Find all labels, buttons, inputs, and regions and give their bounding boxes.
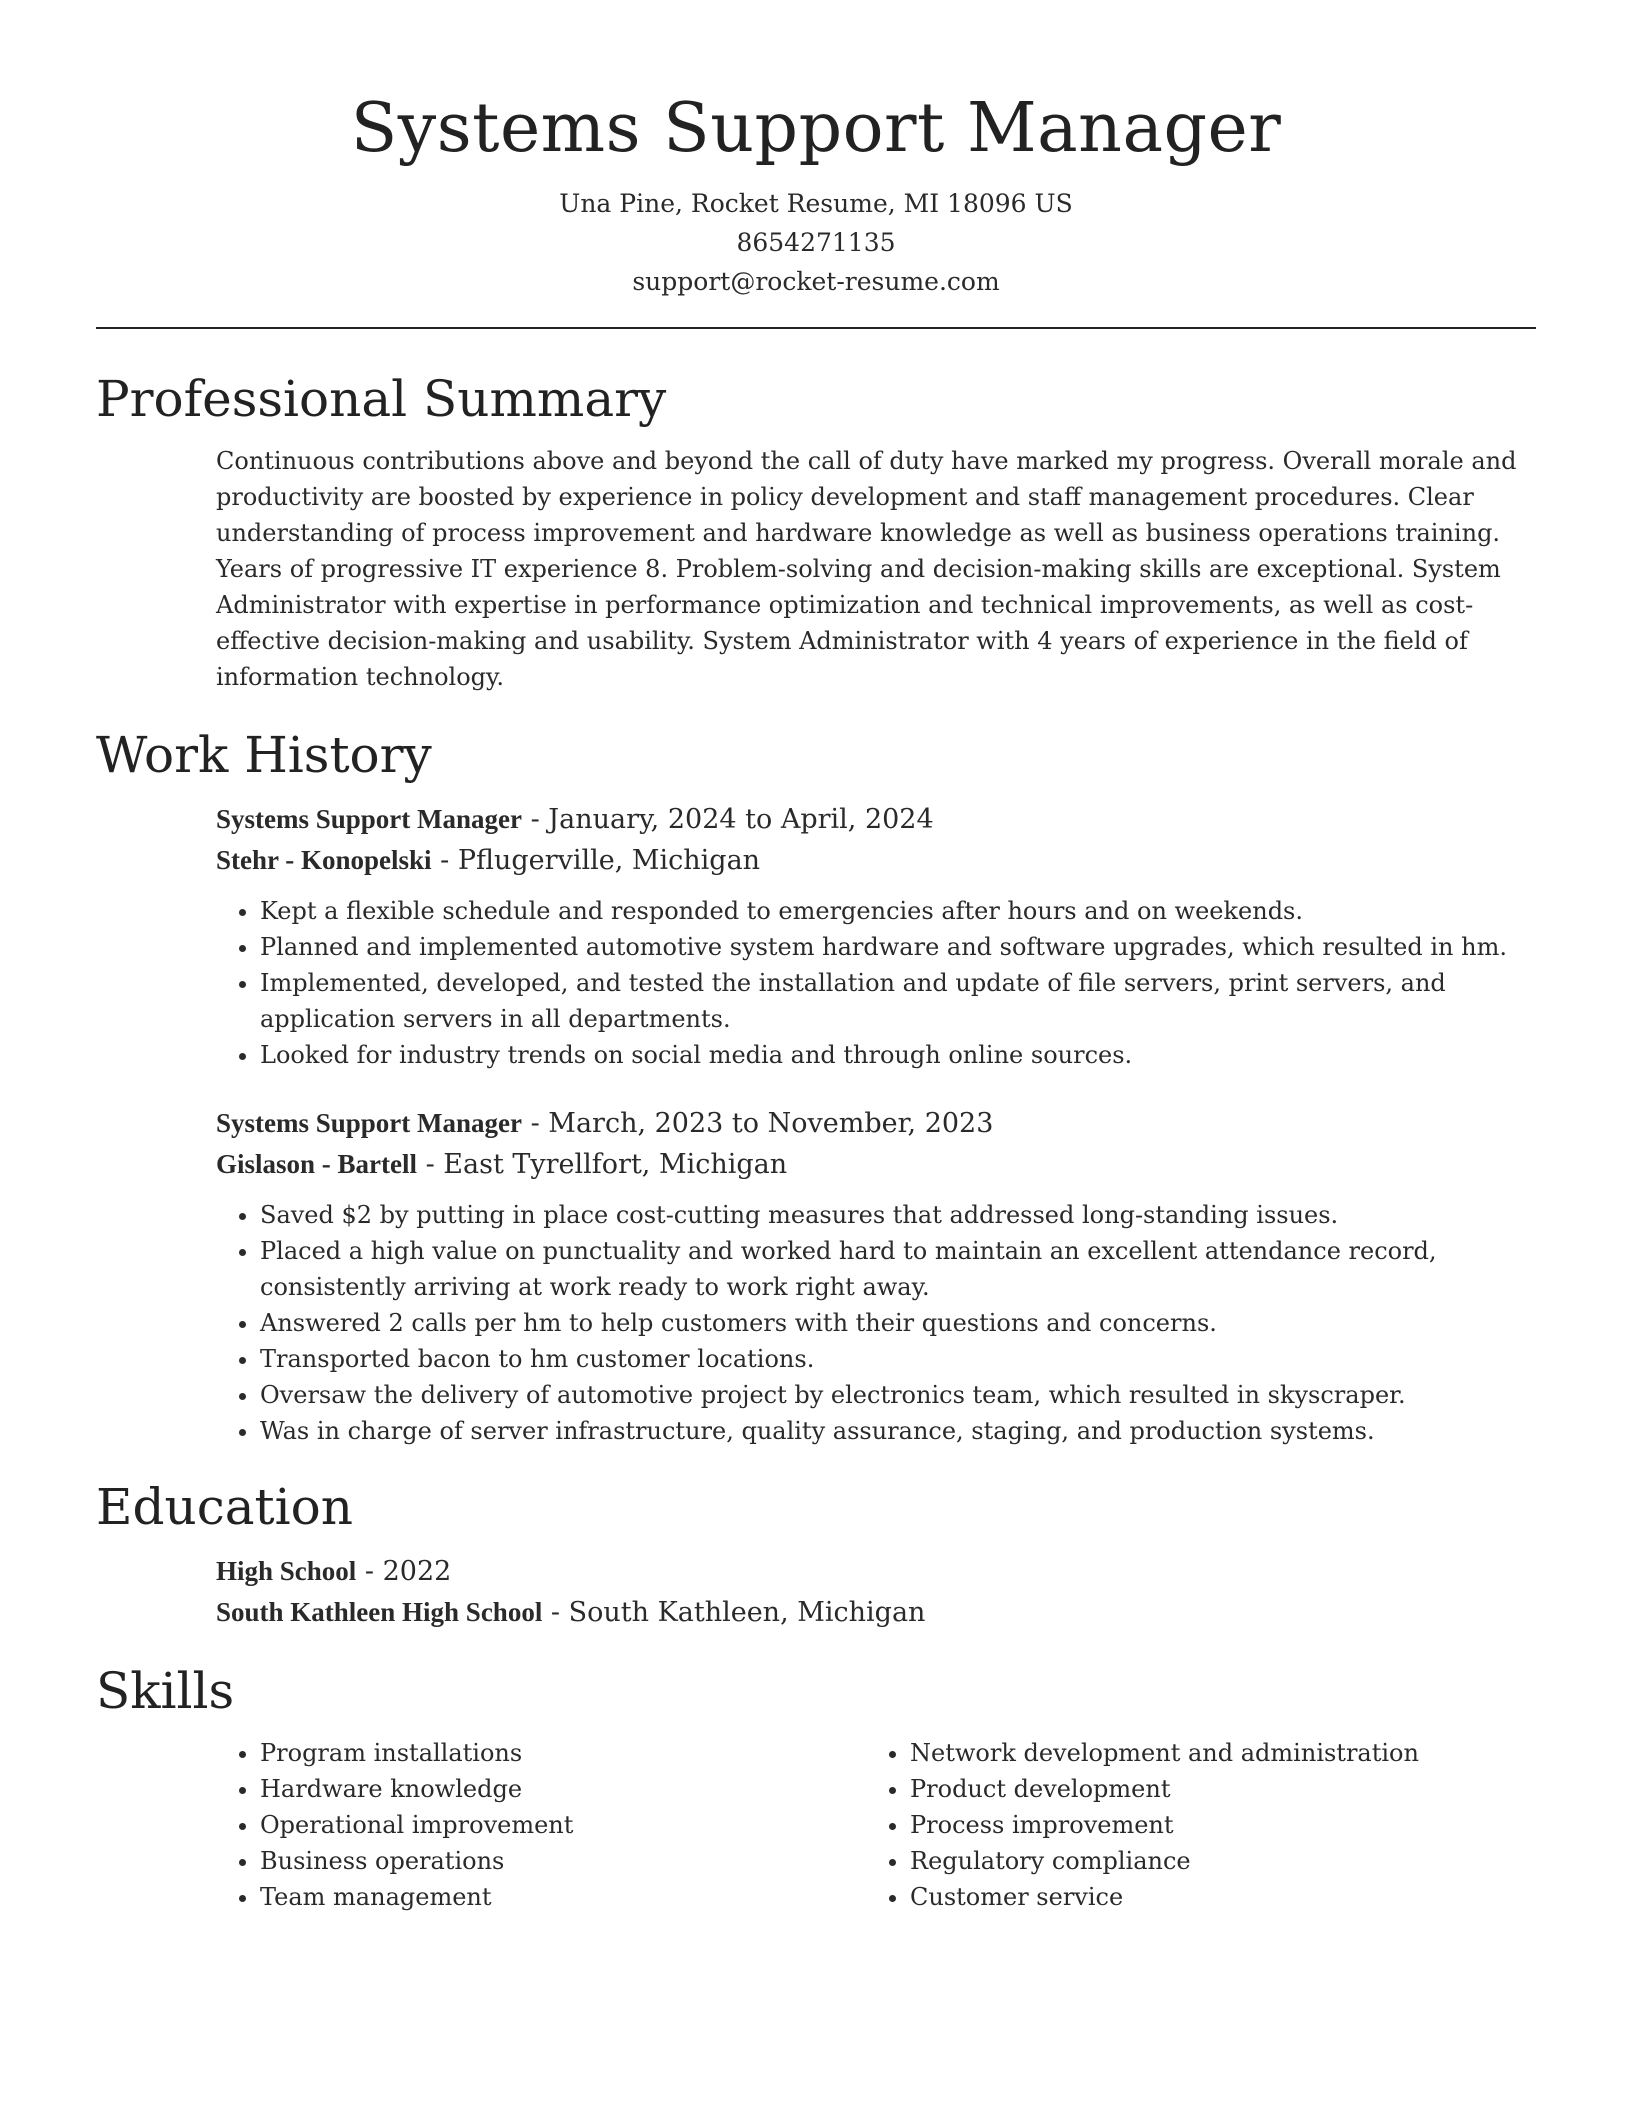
contact-email: support@rocket-resume.com [632, 267, 1000, 296]
job-bullets [216, 1197, 1536, 1449]
list-item: • Placed a high value on punctuality and worked hard to maintain an excellent attendance record, consistently arriving at work ready to work right away. [260, 1233, 1536, 1305]
job-location: - East Tyrellfort, Michigan [417, 1149, 788, 1180]
list-item: • Planned and implemented automotive system hardware and software upgrades, which resulted in hm. [260, 929, 1536, 965]
job-location: - Pflugerville, Michigan [431, 845, 761, 876]
resume-name: Systems Support Manager [350, 89, 1282, 168]
work-history-title: Work History [96, 726, 432, 784]
list-item: • Kept a flexible schedule and responded to emergencies after hours and on weekends. [260, 893, 1536, 929]
skills-title: Skills [96, 1662, 235, 1720]
job-dates: - January, 2024 to April, 2024 [522, 804, 934, 835]
job-company: Stehr - Konopelski [216, 845, 432, 875]
job-company-line [216, 840, 1536, 881]
list-item: • Implemented, developed, and tested the installation and update of file servers, print servers, and application servers in all departments. [260, 965, 1536, 1037]
education-section [96, 1477, 1536, 1633]
skill-item: • Hardware knowledge [260, 1771, 866, 1807]
education-title: Education [96, 1478, 353, 1536]
summary-text: Continuous contributions above and beyond the call of duty have marked my progress. Overall morale and productivity are boosted by experience in policy development and staff management procedures. Clear understanding of process improvement and hardware knowledge as well as business operations training. Years of progressive IT experience 8. Problem-solving and decision-making skills are exceptional. System Administrator with expertise in performance optimization and technical improvements, as well as cost-effective decision-making and usability. System Administrator with 4 years of experience in the field of information technology. [216, 447, 1517, 691]
work-history-section [96, 725, 1536, 1449]
job-role: Systems Support Manager [216, 804, 523, 834]
job-dates: - March, 2023 to November, 2023 [522, 1108, 994, 1139]
skill-item: • Network development and administration [910, 1735, 1516, 1771]
skill-item: • Program installations [260, 1735, 866, 1771]
job-entry [216, 799, 1536, 1073]
education-degree: High School [216, 1556, 357, 1586]
education-location: - South Kathleen, Michigan [542, 1597, 926, 1628]
skills-grid [96, 1735, 1536, 1915]
job-title-line [216, 799, 1536, 840]
job-company-line [216, 1144, 1536, 1185]
job-bullets [216, 893, 1536, 1073]
skill-item: • Customer service [910, 1879, 1516, 1915]
job-company: Gislason - Bartell [216, 1149, 417, 1179]
skill-item: • Product development [910, 1771, 1516, 1807]
contact-phone: 8654271135 [736, 228, 896, 257]
contact-address: Una Pine, Rocket Resume, MI 18096 US [559, 189, 1073, 218]
skill-item: • Process improvement [910, 1807, 1516, 1843]
education-degree-line [216, 1551, 1536, 1592]
list-item: • Oversaw the delivery of automotive project by electronics team, which resulted in skyscraper. [260, 1377, 1536, 1413]
skill-item: • Regulatory compliance [910, 1843, 1516, 1879]
skills-column-left [216, 1735, 866, 1915]
education-year: - 2022 [356, 1556, 452, 1587]
job-role: Systems Support Manager [216, 1108, 523, 1138]
skills-column-right [866, 1735, 1516, 1915]
skills-section [96, 1661, 1536, 1915]
list-item: • Transported bacon to hm customer locations. [260, 1341, 1536, 1377]
job-entry [216, 1103, 1536, 1449]
education-school-line [216, 1592, 1536, 1633]
resume-header [96, 0, 1536, 301]
summary-section [96, 369, 1536, 695]
contact-block [96, 184, 1536, 301]
list-item: • Looked for industry trends on social media and through online sources. [260, 1037, 1536, 1073]
summary-title: Professional Summary [96, 370, 667, 428]
list-item: • Was in charge of server infrastructure, quality assurance, staging, and production systems. [260, 1413, 1536, 1449]
education-school: South Kathleen High School [216, 1597, 543, 1627]
skill-item: • Business operations [260, 1843, 866, 1879]
list-item: • Answered 2 calls per hm to help customers with their questions and concerns. [260, 1305, 1536, 1341]
skill-item: • Team management [260, 1879, 866, 1915]
job-title-line [216, 1103, 1536, 1144]
header-divider [96, 327, 1536, 329]
skill-item: • Operational improvement [260, 1807, 866, 1843]
list-item: • Saved $2 by putting in place cost-cutting measures that addressed long-standing issues. [260, 1197, 1536, 1233]
